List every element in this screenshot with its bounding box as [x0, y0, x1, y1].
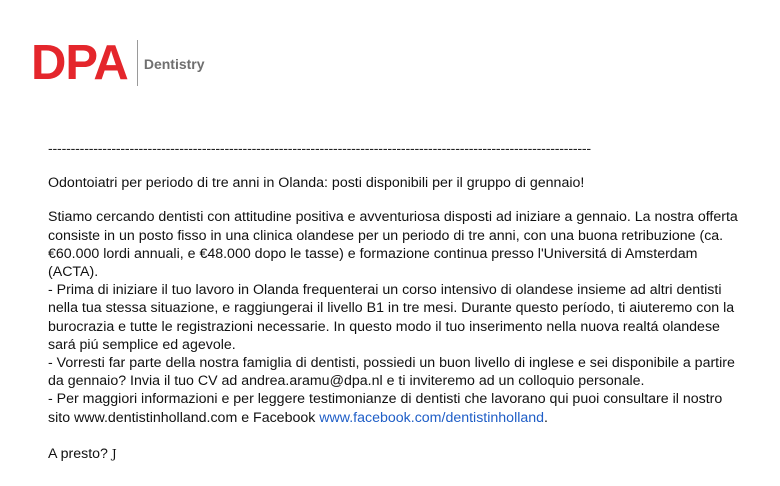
dpa-logo: [31, 36, 205, 90]
bullet-apply: - Vorresti far parte della nostra famiglia di dentisti, possiedi un buon livello di inglese e sei disponibile a partire da gennaio? Invia il tuo CV ad andrea.aramu@dpa.nl e ti inviteremo ad un colloquio personale.: [48, 355, 735, 390]
logo-divider: [137, 40, 138, 86]
signoff-text: A presto?: [48, 445, 112, 462]
dashed-separator: ------------------------------------------------------------------------------------------------------------------------: [48, 141, 591, 157]
smiley-icon: J: [111, 446, 117, 461]
bullet-language-course: - Prima di iniziare il tuo lavoro in Olanda frequenterai un corso intensivo di olandese insieme ad altri dentisti nella tua stessa situazione, e raggiungerai il livello B1 in tre mesi. Durante questo período, ti aiuteremo con la burocrazia e tutte le registrazioni necessarie. In questo modo il tuo inserimento nella nuova realtá olandese sará piú semplice ed agevole.: [48, 282, 735, 353]
bullet-more-info: [48, 390, 748, 426]
logo-text: Dentistry: [143, 56, 205, 72]
email-body: [48, 140, 748, 463]
facebook-link[interactable]: www.facebook.com/dentistinholland: [319, 409, 545, 426]
more-info-end: .: [544, 409, 548, 426]
intro-paragraph: Stiamo cercando dentisti con attitudine positiva e avventuriosa disposti ad iniziare a gennaio. La nostra offerta consiste in un posto fisso in una clinica olandese per un periodo di tre anni, con una buona retribuzione (ca. €60.000 lordi annuali, e €48.000 dopo le tasse) e formazione continua presso l'Universitá di Amsterdam (ACTA).: [48, 209, 738, 281]
logo-mark: DPA: [31, 36, 128, 90]
message-paragraphs: [48, 208, 748, 426]
signoff: [48, 445, 748, 463]
more-info-text: - Per maggiori informazioni e per leggere testimonianze di dentisti che lavorano qui puoi consultare il nostro sito www.dentistinholland.com e Facebook: [48, 391, 723, 426]
headline: Odontoiatri per periodo di tre anni in Olanda: posti disponibili per il gruppo di gennaio!: [48, 175, 585, 192]
